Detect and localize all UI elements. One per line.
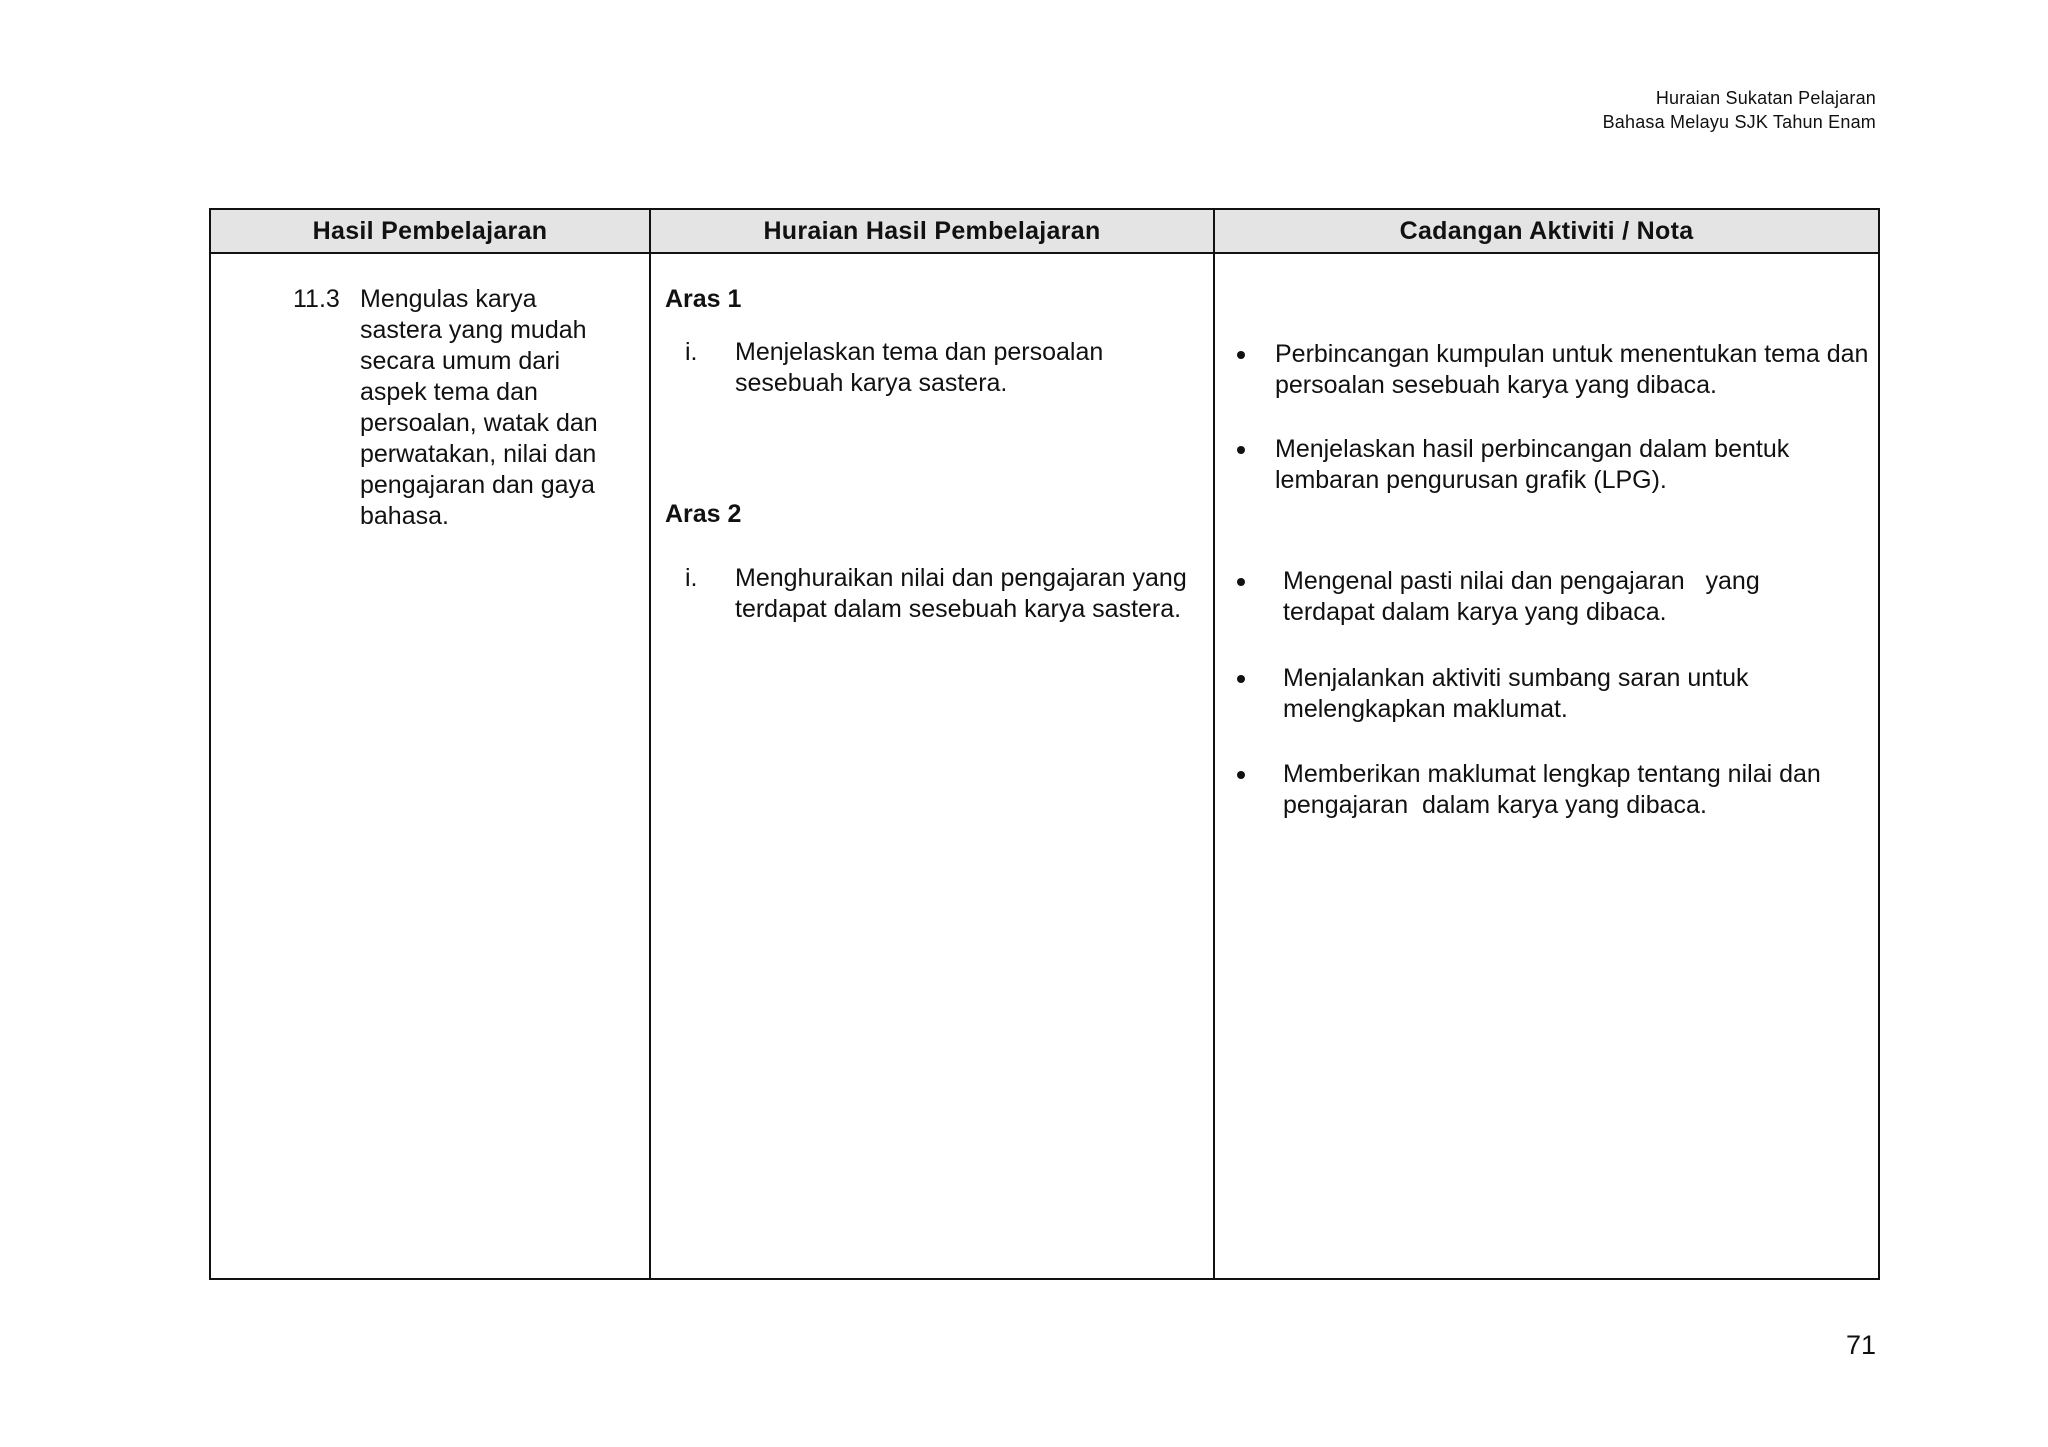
level-1-heading: Aras 1 [665, 285, 742, 313]
table-header-row [210, 209, 1879, 253]
level-1-text: Menjelaskan tema dan persoalan sesebuah karya sastera. [735, 338, 1104, 397]
level-2-text: Menghuraikan nilai dan pengajaran yang terdapat dalam sesebuah karya sastera. [735, 564, 1187, 623]
header-title: Huraian Sukatan Pelajaran [1655, 88, 1876, 108]
outcome-description-cell [650, 253, 1214, 1279]
level-1-numeral: i. [685, 338, 698, 366]
running-header [1603, 86, 1876, 134]
activity-text: Perbincangan kumpulan untuk menentukan tema dan persoalan sesebuah karya yang dibaca. [1275, 340, 1869, 399]
outcome-text: Mengulas karya sastera yang mudah secara umum dari aspek tema dan persoalan, watak dan perwatakan, nilai dan pengajaran dan gaya bahasa. [360, 285, 598, 530]
column-header-learning-outcome: Hasil Pembelajaran [210, 209, 650, 253]
activity-text: Memberikan maklumat lengkap tentang nilai dan pengajaran dalam karya yang dibaca. [1283, 760, 1828, 819]
activity-item [1233, 434, 1895, 496]
activity-text: Mengenal pasti nilai dan pengajaran yang terdapat dalam karya yang dibaca. [1283, 567, 1767, 626]
activity-item [1233, 759, 1873, 821]
activity-text: Menjelaskan hasil perbincangan dalam bentuk lembaran pengurusan grafik (LPG). [1275, 435, 1790, 494]
column-header-outcome-description: Huraian Hasil Pembelajaran [650, 209, 1214, 253]
activity-item [1233, 566, 1843, 628]
page-number: 71 [1845, 1330, 1876, 1360]
bullet-icon [1233, 434, 1275, 496]
bullet-icon [1233, 339, 1275, 401]
bullet-icon [1233, 759, 1283, 821]
syllabus-table [209, 208, 1880, 1280]
bullet-icon [1233, 566, 1283, 628]
learning-outcome [293, 284, 616, 532]
level-1-item [685, 337, 1195, 399]
suggested-activities-cell [1214, 253, 1879, 1279]
activity-text: Menjalankan aktiviti sumbang saran untuk melengkapkan maklumat. [1283, 664, 1749, 723]
activity-item [1233, 663, 1843, 725]
level-2-numeral: i. [685, 564, 698, 592]
column-header-suggested-activities: Cadangan Aktiviti / Nota [1214, 209, 1879, 253]
bullet-icon [1233, 663, 1283, 725]
outcome-code: 11.3 [293, 285, 340, 313]
header-subtitle: Bahasa Melayu SJK Tahun Enam [1602, 112, 1876, 132]
level-2-heading: Aras 2 [665, 500, 742, 528]
table-row [210, 253, 1879, 1279]
learning-outcome-cell [210, 253, 650, 1279]
activity-item [1233, 339, 1895, 401]
level-2-item [685, 563, 1195, 625]
